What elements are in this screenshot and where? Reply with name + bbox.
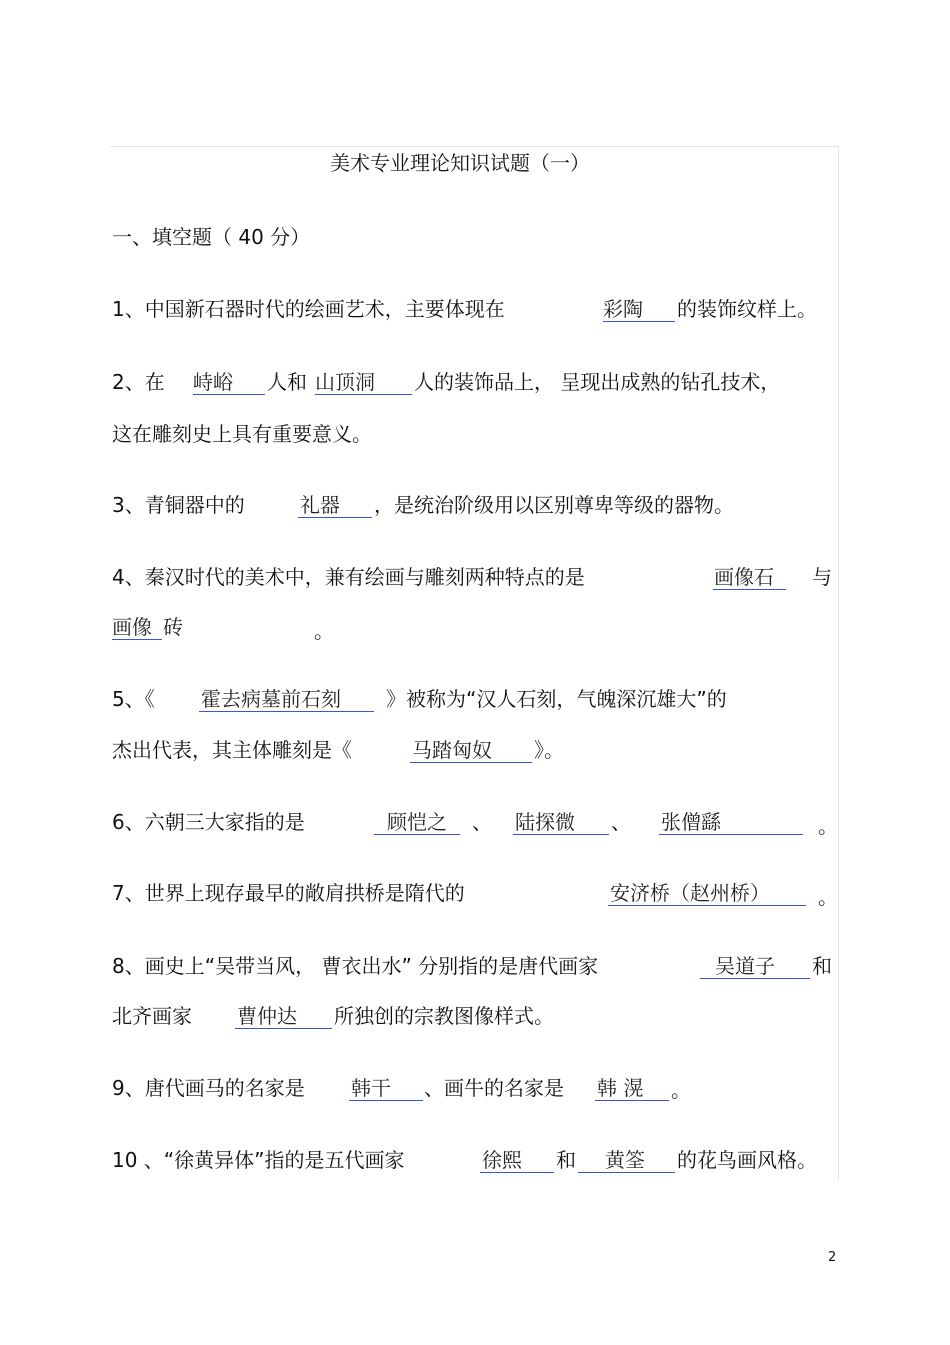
q6-text: 6、六朝三大家指的是	[112, 810, 305, 834]
q9-underline-1	[349, 1100, 423, 1101]
q6-text-end: 。	[818, 814, 838, 838]
q5-text-end: 》被称为“汉人石刻，气魄深沉雄大”的	[386, 687, 727, 711]
q9-answer-2: 韩 滉	[597, 1076, 644, 1100]
q4-answer-2a: 画像	[112, 615, 152, 639]
q10-text-mid: 和	[556, 1148, 576, 1172]
q5-answer-1: 霍去病墓前石刻	[201, 687, 341, 711]
q3-text-end: ，是统治阶级用以区别尊卑等级的器物。	[374, 493, 734, 517]
q6-underline-2	[513, 834, 609, 835]
q6-sep-1: 、	[472, 810, 492, 834]
q1-text-end: 的装饰纹样上。	[677, 297, 817, 321]
q8-underline-2	[235, 1028, 332, 1029]
q7-text-end: 。	[818, 885, 838, 909]
q8-underline-1	[700, 978, 810, 979]
q1-underline-1	[603, 321, 675, 322]
q4-text-end: 。	[314, 619, 334, 643]
q2-text-end: 人的装饰品上， 呈现出成熟的钻孔技术，	[414, 370, 781, 394]
q6-sep-2: 、	[611, 810, 631, 834]
q5-answer-2: 马踏匈奴	[412, 738, 492, 762]
q4-answer-1: 画像石	[714, 565, 774, 589]
q4-text-mid: 与	[812, 565, 832, 589]
q10-answer-1: 徐熙	[482, 1148, 522, 1172]
q8-answer-2: 曹仲达	[237, 1004, 297, 1028]
q7-underline-1	[608, 905, 806, 906]
q2-underline-1	[193, 394, 265, 395]
q5-text-line2-end: 》。	[534, 738, 564, 762]
q5-underline-1	[199, 711, 374, 712]
q5-text-line2: 杰出代表，其主体雕刻是《	[112, 738, 352, 762]
q2-text-mid: 人和	[267, 370, 307, 394]
q8-text-mid: 和	[812, 954, 832, 978]
q9-text-end: 。	[671, 1078, 691, 1102]
q7-text: 7、世界上现存最早的敞肩拱桥是隋代的	[112, 881, 465, 905]
q4-underline-2	[112, 639, 162, 640]
q5-underline-2	[410, 762, 532, 763]
q9-answer-1: 韩干	[351, 1076, 391, 1100]
q4-underline-1	[713, 589, 786, 590]
q2-underline-2	[315, 394, 412, 395]
q8-text-line2: 北齐画家	[112, 1004, 192, 1028]
q7-answer-1: 安济桥（赵州桥）	[610, 881, 770, 905]
q10-text: 10 、“徐黄异体”指的是五代画家	[112, 1148, 405, 1172]
section-heading: 一、填空题（ 40 分）	[112, 225, 311, 249]
q10-underline-1	[480, 1172, 554, 1173]
q8-text: 8、画史上“吴带当风， 曹衣出水” 分别指的是唐代画家	[112, 954, 599, 978]
q9-underline-2	[595, 1100, 669, 1101]
q8-answer-1: 吴道子	[715, 954, 775, 978]
exam-title: 美术专业理论知识试题（一）	[330, 151, 590, 175]
q6-underline-3	[659, 834, 803, 835]
q2-text-line2: 这在雕刻史上具有重要意义。	[112, 422, 372, 446]
q6-answer-3: 张僧繇	[661, 810, 721, 834]
q2-text: 2、在	[112, 370, 165, 394]
q10-answer-2: 黄筌	[605, 1148, 645, 1172]
q2-answer-1: 峙峪	[193, 370, 233, 394]
q6-answer-1: 顾恺之	[387, 810, 447, 834]
page-number: 2	[828, 1250, 837, 1265]
q6-underline-1	[374, 834, 460, 835]
q10-text-end: 的花鸟画风格。	[677, 1148, 817, 1172]
q2-answer-2: 山顶洞	[315, 370, 375, 394]
q5-text: 5、《	[112, 687, 155, 711]
q4-answer-2b: 砖	[163, 615, 183, 639]
q10-underline-2	[578, 1172, 675, 1173]
q3-text: 3、青铜器中的	[112, 493, 245, 517]
q9-text-mid: 、画牛的名家是	[424, 1076, 564, 1100]
q9-text: 9、唐代画马的名家是	[112, 1076, 305, 1100]
q8-text-end: 所独创的宗教图像样式。	[334, 1004, 554, 1028]
q3-answer-1: 礼器	[300, 493, 340, 517]
q1-answer-1: 彩陶	[603, 297, 643, 321]
q6-answer-2: 陆探微	[515, 810, 575, 834]
q3-underline-1	[298, 517, 372, 518]
q1-text: 1、中国新石器时代的绘画艺术，主要体现在	[112, 297, 505, 321]
q4-text: 4、秦汉时代的美术中，兼有绘画与雕刻两种特点的是	[112, 565, 585, 589]
